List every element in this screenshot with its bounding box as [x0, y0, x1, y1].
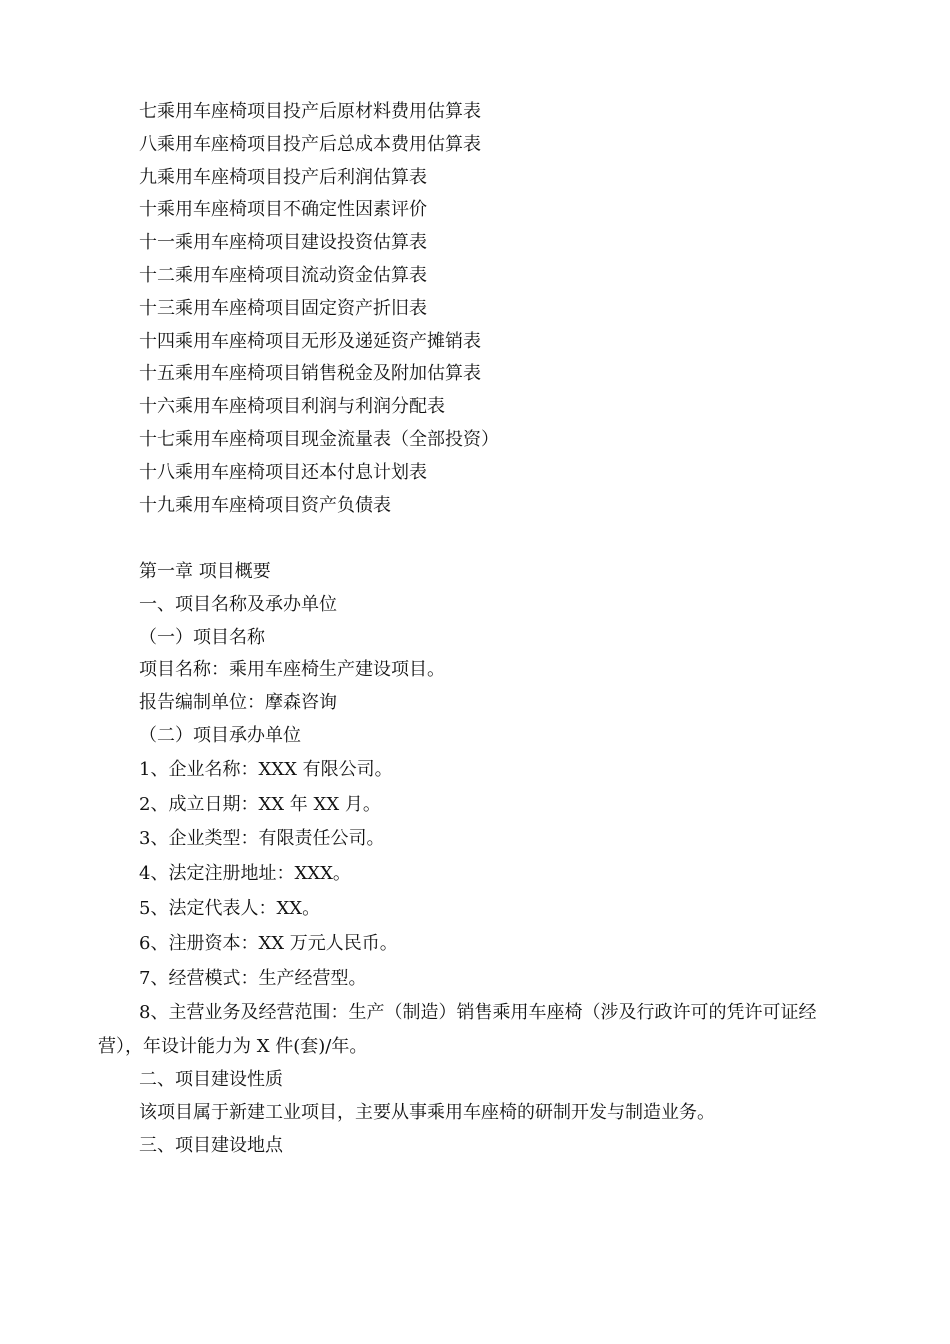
toc-item: 十乘用车座椅项目不确定性因素评价: [139, 199, 427, 221]
toc-item: 十五乘用车座椅项目销售税金及附加估算表: [139, 363, 481, 385]
business-scope-line-2: 营），年设计能力为 X 件(套)/年。: [98, 1036, 368, 1058]
business-scope-paragraph: [98, 996, 859, 1064]
project-name-text: 项目名称：乘用车座椅生产建设项目。: [139, 659, 445, 681]
section-heading: 二、项目建设性质: [139, 1068, 283, 1090]
list-item: 4、法定注册地址：XXX。: [139, 863, 351, 885]
toc-item: 十三乘用车座椅项目固定资产折旧表: [139, 297, 427, 319]
list-item: 3、企业类型：有限责任公司。: [139, 828, 385, 850]
list-item: 6、注册资本：XX 万元人民币。: [139, 932, 398, 954]
chapter-title: 第一章 项目概要: [139, 561, 271, 582]
toc-item: 十二乘用车座椅项目流动资金估算表: [139, 264, 427, 286]
toc-item: 十八乘用车座椅项目还本付息计划表: [139, 461, 427, 483]
toc-item: 八乘用车座椅项目投产后总成本费用估算表: [139, 133, 481, 155]
section-heading: 三、项目建设地点: [139, 1134, 283, 1156]
toc-item: 十九乘用车座椅项目资产负债表: [139, 494, 391, 516]
subsection-heading: （一）项目名称: [139, 626, 265, 648]
toc-item: 九乘用车座椅项目投产后利润估算表: [139, 166, 427, 188]
section-heading: 一、项目名称及承办单位: [139, 593, 337, 615]
toc-item: 十六乘用车座椅项目利润与利润分配表: [139, 396, 445, 418]
list-item: 7、经营模式：生产经营型。: [139, 967, 367, 989]
list-item: 2、成立日期：XX 年 XX 月。: [139, 793, 381, 815]
report-unit-text: 报告编制单位：摩森咨询: [139, 692, 337, 714]
toc-item: 七乘用车座椅项目投产后原材料费用估算表: [139, 101, 481, 122]
chapter-one: [98, 556, 879, 1162]
section-body-text: 该项目属于新建工业项目，主要从事乘用车座椅的研制开发与制造业务。: [139, 1101, 715, 1123]
business-scope-line-1: 8、主营业务及经营范围：生产（制造）销售乘用车座椅（涉及行政许可的凭许可证经: [139, 1002, 817, 1024]
subsection-heading: （二）项目承办单位: [139, 724, 301, 746]
toc-item: 十四乘用车座椅项目无形及递延资产摊销表: [139, 330, 481, 352]
table-of-contents: [139, 96, 879, 522]
toc-item: 十一乘用车座椅项目建设投资估算表: [139, 232, 427, 254]
list-item: 1、企业名称：XXX 有限公司。: [139, 758, 393, 780]
list-item: 5、法定代表人：XX。: [139, 897, 321, 919]
toc-item: 十七乘用车座椅项目现金流量表（全部投资）: [139, 428, 499, 450]
